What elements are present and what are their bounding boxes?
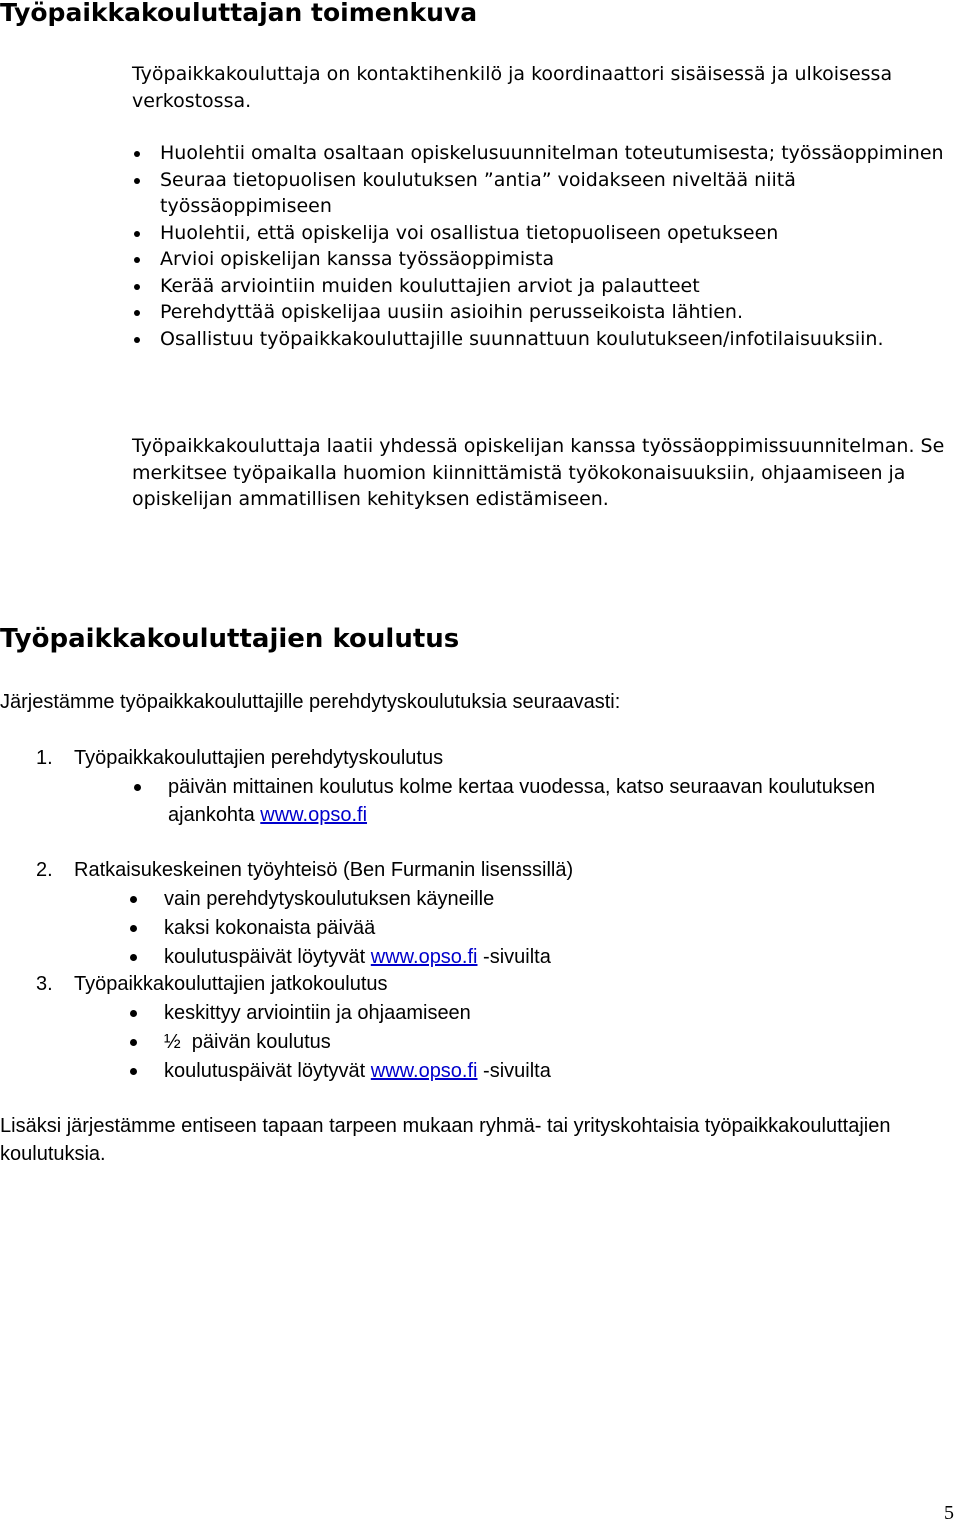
opso-link[interactable]: www.opso.fi: [370, 946, 478, 968]
bullet-icon: [130, 925, 137, 932]
sub-item-text: keskittyy arviointiin ja ohjaamiseen: [164, 1002, 471, 1024]
training-sub-list: [36, 773, 936, 829]
opso-link[interactable]: www.opso.fi: [370, 1060, 478, 1082]
sub-item-suffix: -sivuilta: [477, 1060, 551, 1082]
training-item-heading: [36, 970, 936, 998]
training-sub-item: [36, 999, 936, 1028]
bullet-icon: [134, 784, 141, 791]
closing-text: Lisäksi järjestämme entiseen tapaan tarpeen mukaan ryhmä- tai yrityskohtaisia työpaikkakouluttajien koulutuksia.: [0, 1115, 891, 1165]
training-sub-item: [36, 1028, 936, 1057]
sub-item-text: ½ päivän koulutus: [164, 1031, 331, 1053]
training-item-heading: [36, 744, 936, 772]
training-sub-list: [36, 885, 936, 972]
training-sub-item: [36, 943, 936, 972]
sub-item-text: kaksi kokonaista päivää: [164, 917, 376, 939]
page-number: 5: [944, 1502, 954, 1524]
duties-list: [132, 140, 960, 352]
item-title: Työpaikkakouluttajien jatkokoulutus: [74, 973, 388, 995]
training-sub-item: [36, 914, 936, 943]
plan-text: Työpaikkakouluttaja laatii yhdessä opiskelijan kanssa työssäoppimissuunnitelman. Se merkitsee työpaikalla huomion kiinnittämistä työkokonaisuuksiin, ohjaamiseen ja opiskelijan ammatillisen kehityksen edistämiseen.: [132, 435, 945, 510]
sub-item-text: päivän mittainen koulutus kolme kertaa vuodessa, katso seuraavan koulutuksen ajankohta: [168, 776, 876, 826]
sub-item-text: koulutuspäivät löytyvät: [164, 946, 371, 968]
item-number: 3.: [36, 973, 53, 995]
training-item-1: [36, 744, 936, 829]
duty-item: Arvioi opiskelijan kanssa työssäoppimista: [132, 246, 960, 273]
training-item-2: [36, 856, 936, 972]
training-sub-list: [36, 999, 936, 1086]
section-title-training: Työpaikkakouluttajien koulutus: [0, 624, 460, 654]
training-lead-text: Järjestämme työpaikkakouluttajille perehdytyskoulutuksia seuraavasti:: [0, 691, 621, 713]
training-sub-item: [36, 885, 936, 914]
duty-item: Huolehtii omalta osaltaan opiskelusuunnitelman toteutumisesta; työssäoppiminen: [132, 140, 960, 167]
item-number: 2.: [36, 859, 53, 881]
item-number: 1.: [36, 747, 53, 769]
sub-item-text: vain perehdytyskoulutuksen käyneille: [164, 888, 495, 910]
duty-item: Kerää arviointiin muiden kouluttajien arviot ja palautteet: [132, 273, 960, 300]
duty-item: Huolehtii, että opiskelija voi osallistua tietopuoliseen opetukseen: [132, 220, 960, 247]
section-title-job-description: Työpaikkakouluttajan toimenkuva: [0, 0, 478, 27]
intro-text: Työpaikkakouluttaja on kontaktihenkilö ja koordinaattori sisäisessä ja ulkoisessa verkostossa.: [132, 63, 893, 112]
plan-paragraph: [132, 433, 960, 513]
training-item-3: [36, 970, 936, 1086]
duty-item: Seuraa tietopuolisen koulutuksen ”antia” voidakseen niveltää niitä työssäoppimiseen: [132, 167, 960, 220]
item-title: Ratkaisukeskeinen työyhteisö (Ben Furmanin lisenssillä): [74, 859, 574, 881]
sub-item-text: koulutuspäivät löytyvät: [164, 1060, 371, 1082]
training-lead: [0, 688, 960, 716]
bullet-icon: [130, 954, 137, 961]
duty-item: Perehdyttää opiskelijaa uusiin asioihin perusseikoista lähtien.: [132, 299, 960, 326]
bullet-icon: [130, 1068, 137, 1075]
opso-link[interactable]: www.opso.fi: [260, 804, 368, 826]
closing-paragraph: [0, 1112, 950, 1168]
sub-item-suffix: -sivuilta: [477, 946, 551, 968]
training-item-heading: [36, 856, 936, 884]
duty-item: Osallistuu työpaikkakouluttajille suunnattuun koulutukseen/infotilaisuuksiin.: [132, 326, 960, 353]
training-sub-item: [36, 1057, 936, 1086]
bullet-icon: [130, 1039, 137, 1046]
intro-paragraph: [132, 61, 960, 114]
bullet-icon: [130, 896, 137, 903]
item-title: Työpaikkakouluttajien perehdytyskoulutus: [74, 747, 444, 769]
training-sub-item: [36, 773, 936, 829]
bullet-icon: [130, 1010, 137, 1017]
